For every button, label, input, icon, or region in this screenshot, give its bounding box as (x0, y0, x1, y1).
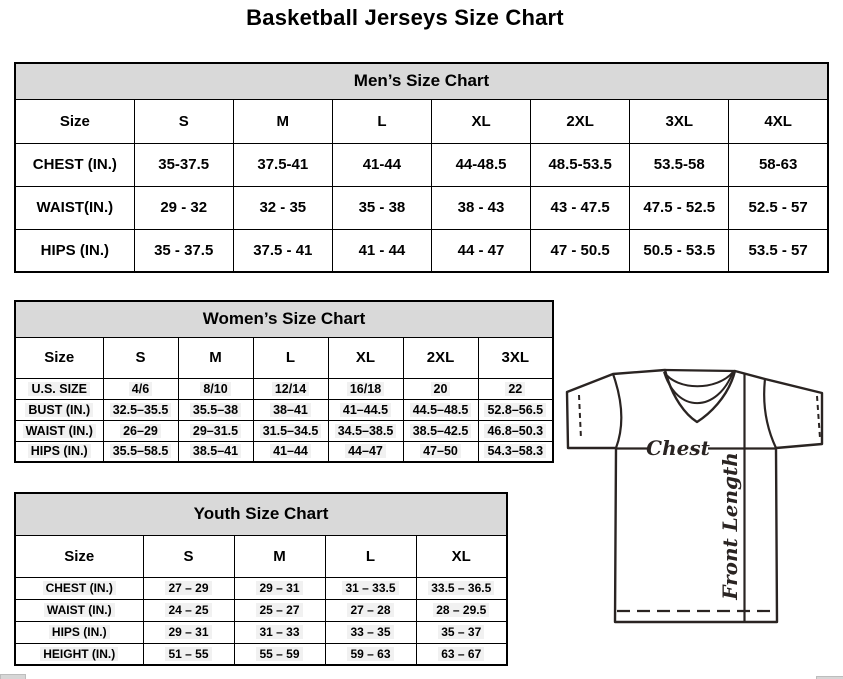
womens-cell-text: 44–47 (345, 444, 386, 458)
mens-cell (729, 229, 828, 272)
womens-cell-text: 46.8–50.3 (484, 424, 546, 438)
mens-cell (531, 186, 630, 229)
womens-cell (478, 378, 553, 399)
womens-cell-text: 52.8–56.5 (484, 403, 546, 417)
mens-col-header-5-text: 2XL (566, 112, 594, 130)
youth-col-header-3-text: L (365, 547, 376, 565)
mens-row-0 (15, 143, 828, 186)
womens-row-3 (15, 441, 553, 462)
mens-row-label-0 (15, 143, 134, 186)
youth-col-header-4-text: XL (451, 547, 471, 565)
youth-cell (416, 577, 507, 599)
youth-row-label-1 (15, 599, 143, 621)
womens-cell-text: 34.5–38.5 (335, 424, 397, 438)
mens-col-header-6 (630, 99, 729, 143)
youth-row-label-3-text: HEIGHT (IN.) (40, 647, 118, 661)
youth-size-table (14, 492, 508, 666)
youth-row-3 (15, 643, 507, 665)
womens-cell-text: 44.5–48.5 (410, 403, 472, 417)
mens-row-1 (15, 186, 828, 229)
youth-cell (325, 621, 416, 643)
womens-col-header-1-text: S (135, 349, 146, 366)
youth-row-label-3 (15, 643, 143, 665)
womens-cell (103, 420, 178, 441)
womens-cell-text: 4/6 (129, 382, 152, 396)
youth-cell (143, 599, 234, 621)
womens-cell (328, 441, 403, 462)
mens-cell-text: 37.5 - 41 (253, 241, 313, 259)
womens-cell (328, 420, 403, 441)
collar-chord-line (665, 370, 735, 371)
womens-col-header-4-text: XL (355, 349, 376, 366)
youth-cell-text: 51 – 55 (165, 647, 211, 661)
womens-cell (253, 399, 328, 420)
mens-chart-title (15, 63, 828, 99)
womens-row-label-1-text: BUST (IN.) (25, 403, 93, 417)
right-armhole-seam (764, 379, 776, 448)
youth-cell-text: 28 – 29.5 (433, 603, 489, 617)
jersey-diagram (560, 358, 843, 633)
womens-col-header-5-text: 2XL (426, 349, 455, 366)
youth-cell (416, 599, 507, 621)
womens-col-header-2 (178, 337, 253, 378)
youth-cell-text: 25 – 27 (256, 603, 302, 617)
youth-cell (416, 621, 507, 643)
youth-cell (143, 621, 234, 643)
mens-col-header-4-text: XL (471, 112, 491, 130)
youth-col-header-0-text: Size (64, 547, 95, 565)
womens-row-label-3 (15, 441, 103, 462)
womens-cell (103, 378, 178, 399)
womens-cell-text: 35.5–58.5 (110, 444, 172, 458)
youth-row-label-0 (15, 577, 143, 599)
youth-chart-title-text: Youth Size Chart (193, 504, 329, 524)
page-title: Basketball Jerseys Size Chart (246, 5, 564, 30)
mens-row-label-2 (15, 229, 134, 272)
mens-cell-text: 58-63 (758, 156, 798, 173)
mens-cell-text: 38 - 43 (457, 199, 505, 216)
mens-col-header-3 (332, 99, 431, 143)
womens-cell-text: 29–31.5 (190, 424, 241, 438)
womens-row-label-3-text: HIPS (IN.) (28, 444, 91, 458)
youth-cell-text: 27 – 29 (165, 581, 211, 595)
womens-col-header-4 (328, 337, 403, 378)
mens-cell-text: 43 - 47.5 (550, 199, 610, 216)
mens-cell (332, 143, 431, 186)
mens-cell (630, 186, 729, 229)
womens-row-label-0-text: U.S. SIZE (28, 382, 90, 396)
womens-cell (178, 378, 253, 399)
youth-chart-title (15, 493, 507, 535)
womens-cell (178, 420, 253, 441)
womens-cell (253, 441, 328, 462)
mens-cell-text: 41-44 (362, 156, 402, 173)
womens-row-2 (15, 420, 553, 441)
mens-cell (332, 229, 431, 272)
womens-row-label-2-text: WAIST (IN.) (23, 424, 96, 438)
youth-cell-text: 27 – 28 (347, 603, 393, 617)
mens-row-2 (15, 229, 828, 272)
youth-col-header-0 (15, 535, 143, 577)
youth-col-header-2 (234, 535, 325, 577)
mens-cell-text: 48.5-53.5 (548, 156, 612, 173)
youth-col-header-3 (325, 535, 416, 577)
womens-cell-text: 26–29 (120, 424, 161, 438)
womens-cell (478, 399, 553, 420)
womens-cell (403, 399, 478, 420)
womens-row-label-2 (15, 420, 103, 441)
youth-cell (325, 643, 416, 665)
mens-cell (531, 143, 630, 186)
mens-col-header-2-text: M (276, 112, 290, 130)
mens-cell-text: 35-37.5 (158, 156, 210, 173)
mens-cell-text: 41 - 44 (358, 241, 406, 259)
womens-cell (103, 441, 178, 462)
mens-cell (431, 186, 530, 229)
womens-cell (328, 378, 403, 399)
scrollbar-fragment-left[interactable] (0, 674, 26, 679)
womens-cell-text: 47–50 (420, 444, 461, 458)
mens-col-header-7-text: 4XL (764, 112, 792, 130)
womens-cell (178, 399, 253, 420)
mens-cell-text: 37.5-41 (257, 156, 309, 173)
womens-col-header-6-text: 3XL (501, 349, 530, 366)
womens-cell (403, 378, 478, 399)
mens-cell (233, 143, 332, 186)
mens-col-header-0-text: Size (59, 112, 90, 130)
youth-cell (234, 643, 325, 665)
youth-cell-text: 31 – 33.5 (342, 581, 398, 595)
womens-row-1 (15, 399, 553, 420)
mens-cell (431, 143, 530, 186)
left-cuff-dashed-line (579, 395, 581, 439)
mens-col-header-3-text: L (377, 112, 387, 130)
youth-cell-text: 24 – 25 (165, 603, 211, 617)
youth-row-label-0-text: CHEST (IN.) (43, 581, 116, 595)
mens-cell-text: 35 - 37.5 (154, 241, 214, 259)
youth-cell (325, 599, 416, 621)
womens-col-header-6 (478, 337, 553, 378)
youth-cell-text: 35 – 37 (438, 625, 484, 639)
womens-cell (403, 441, 478, 462)
womens-cell (253, 420, 328, 441)
womens-row-label-1 (15, 399, 103, 420)
youth-col-header-1-text: S (183, 547, 194, 565)
mens-cell (332, 186, 431, 229)
mens-cell-text: 52.5 - 57 (748, 199, 808, 216)
womens-cell-text: 12/14 (272, 382, 309, 396)
womens-cell-text: 38–41 (270, 403, 311, 417)
mens-col-header-6-text: 3XL (665, 112, 693, 130)
womens-cell-text: 8/10 (200, 382, 230, 396)
left-armhole-seam (613, 374, 621, 448)
womens-cell-text: 16/18 (347, 382, 384, 396)
youth-cell-text: 63 – 67 (438, 647, 484, 661)
mens-cell (431, 229, 530, 272)
mens-col-header-4 (431, 99, 530, 143)
collar-arc-shallow (664, 372, 733, 386)
youth-cell-text: 33 – 35 (347, 625, 393, 639)
front-length-label: Front Length (718, 452, 742, 600)
mens-cell-text: 29 - 32 (160, 199, 208, 216)
right-cuff-dashed-line (817, 396, 820, 438)
mens-cell-text: 32 - 35 (259, 199, 307, 216)
mens-cell-text: 35 - 38 (358, 199, 406, 216)
youth-row-0 (15, 577, 507, 599)
womens-col-header-5 (403, 337, 478, 378)
jersey-body-outline (567, 370, 822, 622)
mens-cell-text: 53.5-58 (653, 156, 705, 173)
youth-cell-text: 55 – 59 (256, 647, 302, 661)
mens-cell (134, 186, 233, 229)
mens-col-header-0 (15, 99, 134, 143)
mens-cell-text: 47 - 50.5 (550, 241, 610, 259)
mens-row-label-1-text: WAIST(IN.) (36, 199, 114, 216)
womens-cell (403, 420, 478, 441)
mens-col-header-1-text: S (178, 112, 189, 130)
mens-cell-text: 44-48.5 (455, 156, 507, 173)
womens-cell (328, 399, 403, 420)
mens-size-table (14, 62, 829, 273)
youth-row-1 (15, 599, 507, 621)
mens-cell-text: 47.5 - 52.5 (643, 199, 716, 216)
youth-row-label-2 (15, 621, 143, 643)
mens-cell (233, 229, 332, 272)
youth-cell-text: 29 – 31 (256, 581, 302, 595)
mens-cell (630, 143, 729, 186)
youth-col-header-2-text: M (273, 547, 286, 565)
womens-cell-text: 38.5–41 (190, 444, 241, 458)
youth-cell (234, 577, 325, 599)
womens-chart-title-text: Women’s Size Chart (202, 309, 366, 329)
womens-cell-text: 41–44.5 (340, 403, 391, 417)
womens-cell-text: 54.3–58.3 (484, 444, 546, 458)
youth-cell (143, 643, 234, 665)
youth-cell-text: 59 – 63 (347, 647, 393, 661)
womens-cell-text: 22 (505, 382, 525, 396)
womens-cell-text: 32.5–35.5 (110, 403, 172, 417)
mens-cell-text: 50.5 - 53.5 (643, 241, 716, 259)
youth-cell (234, 599, 325, 621)
youth-col-header-1 (143, 535, 234, 577)
womens-cell (253, 378, 328, 399)
womens-cell-text: 35.5–38 (190, 403, 241, 417)
womens-cell-text: 41–44 (270, 444, 311, 458)
youth-col-header-4 (416, 535, 507, 577)
mens-chart-title-text: Men’s Size Chart (353, 71, 490, 91)
womens-cell-text: 31.5–34.5 (260, 424, 322, 438)
mens-cell (134, 229, 233, 272)
mens-col-header-1 (134, 99, 233, 143)
mens-cell-text: 44 - 47 (457, 241, 505, 259)
mens-row-label-1 (15, 186, 134, 229)
mens-cell (729, 143, 828, 186)
womens-cell-text: 38.5–42.5 (410, 424, 472, 438)
mens-cell (630, 229, 729, 272)
mens-col-header-2 (233, 99, 332, 143)
youth-row-2 (15, 621, 507, 643)
womens-cell (478, 441, 553, 462)
mens-cell (233, 186, 332, 229)
mens-row-label-2-text: HIPS (IN.) (40, 241, 109, 259)
jersey-outline-svg (560, 358, 843, 628)
womens-cell-text: 20 (431, 382, 451, 396)
youth-cell-text: 31 – 33 (256, 625, 302, 639)
womens-cell (178, 441, 253, 462)
mens-cell (531, 229, 630, 272)
mens-col-header-7 (729, 99, 828, 143)
mens-cell (134, 143, 233, 186)
womens-col-header-0 (15, 337, 103, 378)
womens-col-header-2-text: M (209, 349, 222, 366)
mens-row-label-0-text: CHEST (IN.) (32, 156, 117, 173)
youth-cell-text: 33.5 – 36.5 (428, 581, 494, 595)
youth-cell (234, 621, 325, 643)
womens-col-header-3 (253, 337, 328, 378)
youth-cell (416, 643, 507, 665)
womens-col-header-1 (103, 337, 178, 378)
youth-cell-text: 29 – 31 (165, 625, 211, 639)
youth-cell (143, 577, 234, 599)
mens-col-header-5 (531, 99, 630, 143)
mens-cell-text: 53.5 - 57 (748, 241, 808, 259)
womens-cell (103, 399, 178, 420)
womens-col-header-3-text: L (285, 349, 296, 366)
womens-cell (478, 420, 553, 441)
womens-chart-title (15, 301, 553, 337)
chest-label: Chest (646, 436, 710, 460)
womens-row-0 (15, 378, 553, 399)
youth-row-label-2-text: HIPS (IN.) (49, 625, 110, 639)
youth-row-label-1-text: WAIST (IN.) (44, 603, 115, 617)
youth-cell (325, 577, 416, 599)
womens-size-table (14, 300, 554, 463)
womens-col-header-0-text: Size (44, 349, 75, 366)
mens-cell (729, 186, 828, 229)
womens-row-label-0 (15, 378, 103, 399)
